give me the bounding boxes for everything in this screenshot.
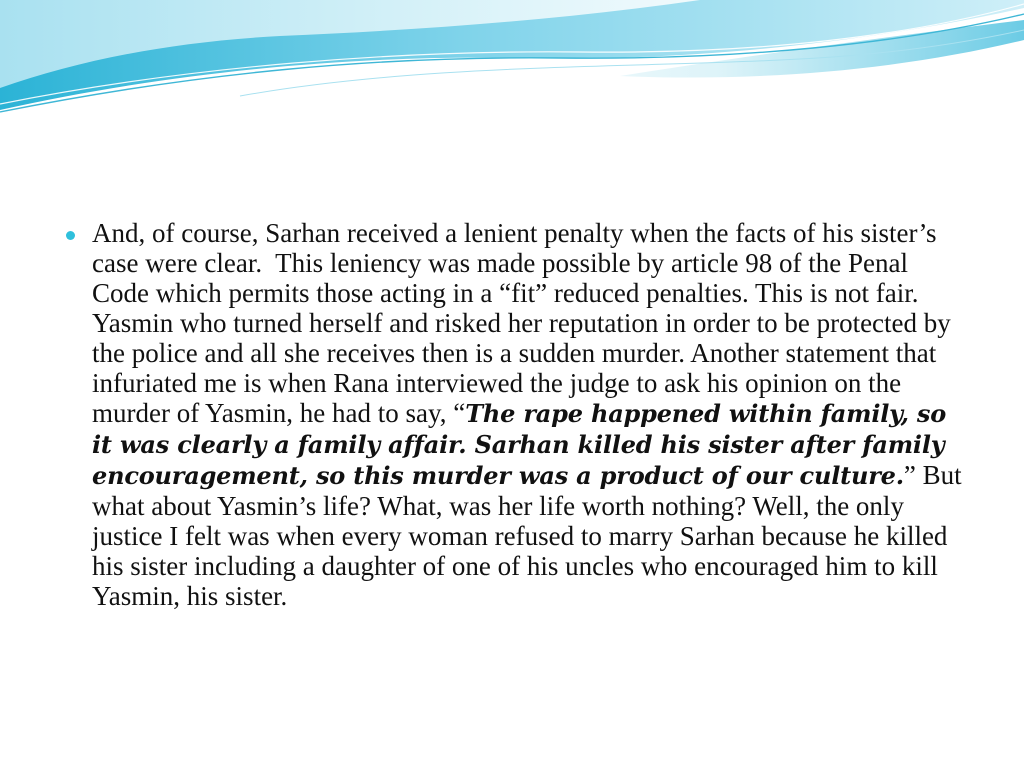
judge-quote: The rape happened within family, so it was clearly a family affair. Sarhan killed his sister after family encouragement, so this murder was a product of our culture.: [92, 399, 947, 490]
slide-content: [64, 218, 964, 611]
wave-header-decoration: [0, 0, 1024, 130]
round-bullet-icon: [66, 231, 75, 240]
paragraph-before-quote: And, of course, Sarhan received a lenient penalty when the facts of his sister’s case were clear. This leniency was made possible by article 98 of the Penal Code which permits those acting in a “fit” reduced penalties. This is not fair. Yasmin who turned herself and risked her reputation in order to be protected by the police and all she receives then is a sudden murder. Another statement that infuriated me is when Rana interviewed the judge to ask his opinion on the murder of Yasmin, he had to say, “: [92, 218, 951, 428]
bullet-paragraph: [92, 218, 964, 611]
paragraph-after-quote: ” But what about Yasmin’s life? What, was her life worth nothing? Well, the only justice I felt was when every woman refused to marry Sarhan because he killed his sister including a daughter of one of his uncles who encouraged him to kill Yasmin, his sister.: [92, 460, 962, 611]
bullet-item: [64, 218, 964, 611]
